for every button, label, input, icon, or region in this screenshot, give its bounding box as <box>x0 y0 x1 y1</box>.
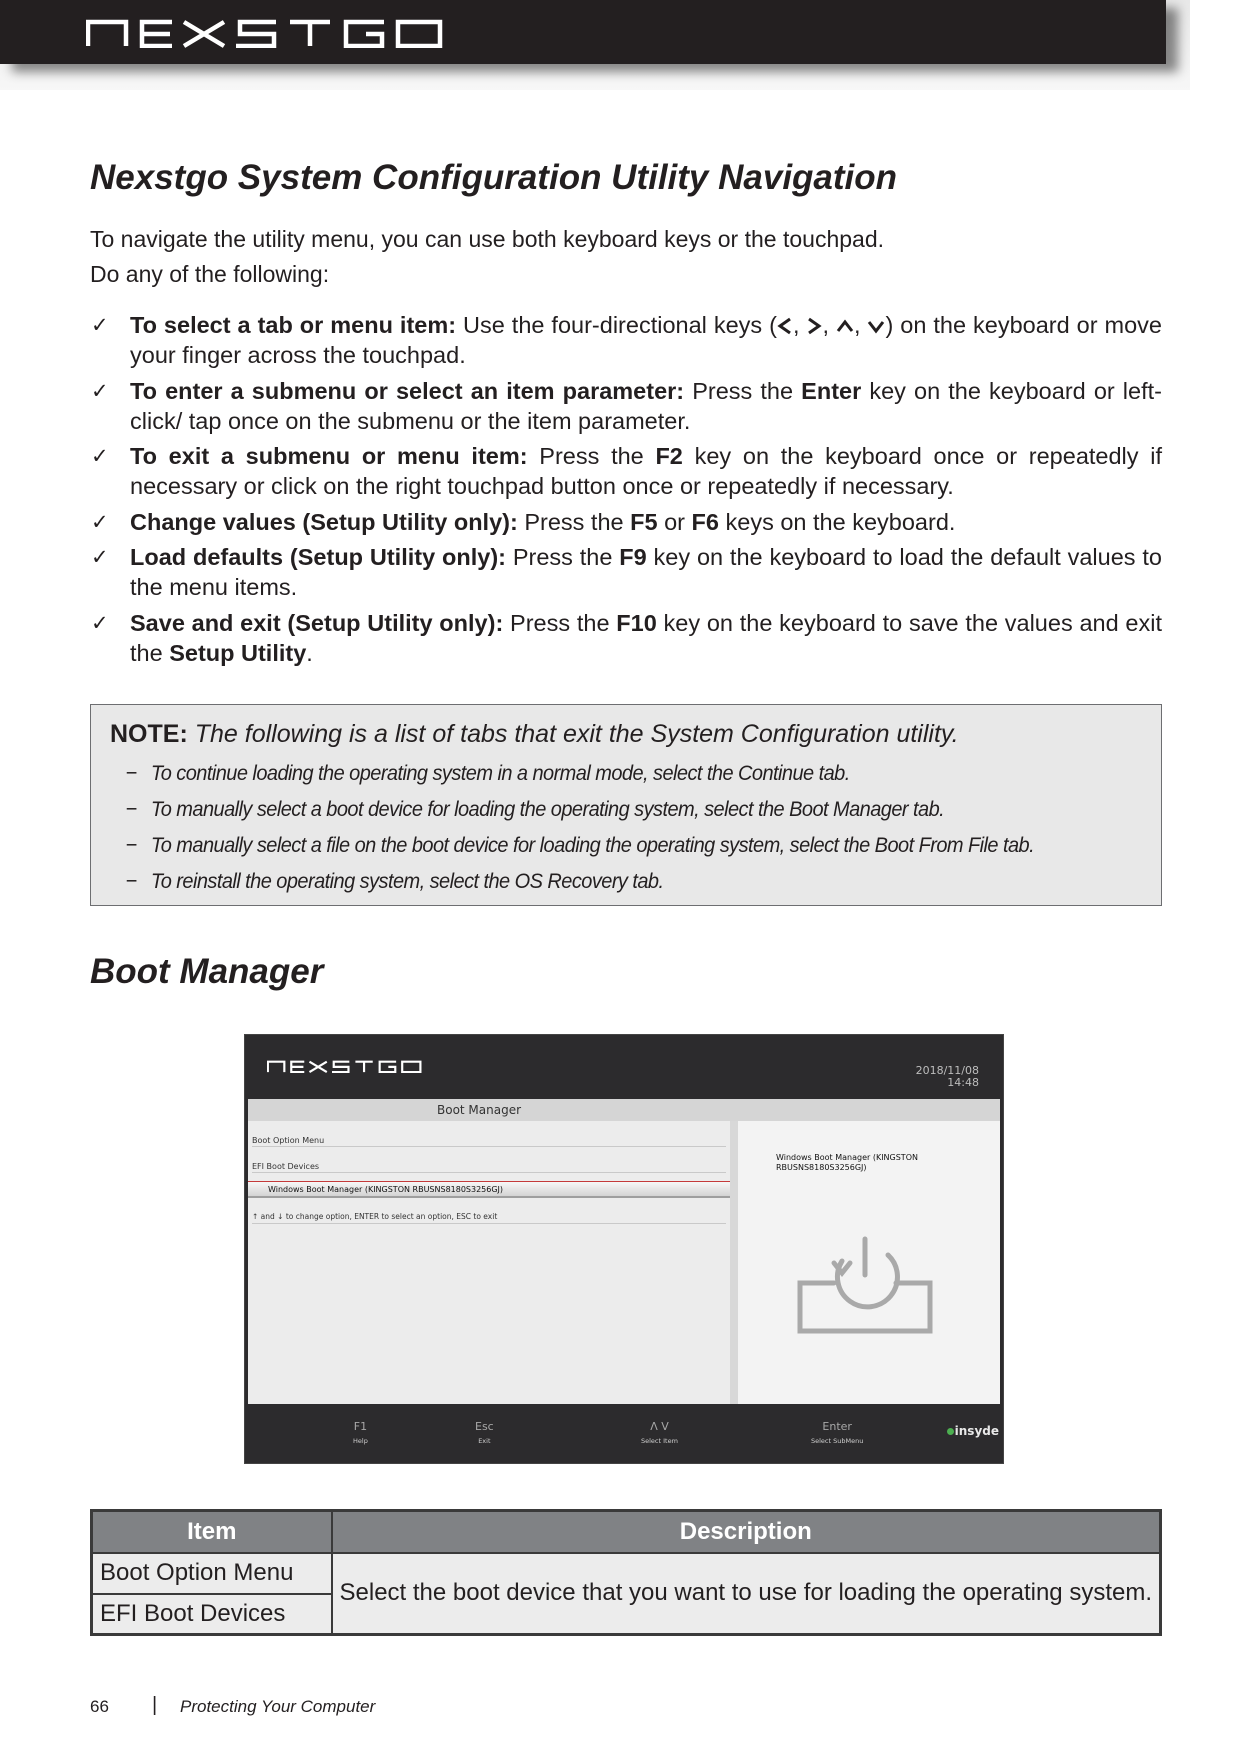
page-number: 66 <box>90 1697 109 1716</box>
right-arrow-icon <box>806 317 822 335</box>
lead-text: Do any of the following: <box>90 261 330 287</box>
table-header-description: Description <box>332 1511 1161 1553</box>
list-item: ✓ Change values (Setup Utility only): Press the F5 or F6 keys on the keyboard. <box>91 508 956 535</box>
navigation-list <box>90 310 1162 673</box>
page-footer <box>90 1694 376 1717</box>
screenshot-hint: ↑ and ↓ to change option, ENTER to select an option, ESC to exit <box>252 1211 726 1224</box>
insyde-dot-icon <box>947 1428 954 1435</box>
check-icon: ✓ <box>91 509 109 534</box>
screenshot-detail-text: Windows Boot Manager (KINGSTON RBUSNS8180S3256GJ) <box>776 1153 918 1172</box>
table-header-row <box>92 1511 1161 1553</box>
screenshot-detail-panel <box>738 1121 1000 1404</box>
screenshot-header <box>245 1035 1003 1099</box>
screenshot-datetime: 2018/11/08 14:48 <box>915 1064 979 1089</box>
page-title: Nexstgo System Configuration Utility Navigation <box>90 158 898 197</box>
table-row <box>92 1553 1161 1594</box>
header-bar <box>0 0 1166 64</box>
boot-option-menu-row: Boot Option Menu <box>252 1135 726 1147</box>
note-item: − To manually select a file on the boot device for loading the operating system, select the Boot From File tab. <box>125 833 1035 857</box>
f1-key-hint: F1 Help <box>353 1420 368 1445</box>
section-title-boot-manager: Boot Manager <box>90 952 324 991</box>
table-cell-item: EFI Boot Devices <box>92 1594 332 1635</box>
screenshot-nexstgo-logo <box>267 1059 423 1073</box>
power-recovery-icon <box>794 1231 936 1335</box>
check-icon: ✓ <box>91 313 109 337</box>
check-icon: ✓ <box>91 610 109 635</box>
esc-key-hint: Esc Exit <box>475 1420 494 1445</box>
screenshot-divider <box>730 1121 738 1404</box>
table-cell-description: Select the boot device that you want to use for loading the operating system. <box>332 1553 1161 1635</box>
check-icon: ✓ <box>91 545 109 569</box>
down-arrow-icon <box>867 317 885 335</box>
selected-boot-entry: Windows Boot Manager (KINGSTON RBUSNS8180S3256GJ) <box>248 1181 730 1198</box>
note-item: − To manually select a boot device for loading the operating system, select the Boot Manager tab. <box>125 797 945 821</box>
nexstgo-logo <box>86 16 446 48</box>
item-description-table <box>90 1509 1162 1636</box>
screenshot-body <box>248 1099 1000 1404</box>
check-icon: ✓ <box>91 444 109 468</box>
insyde-logo: insyde <box>947 1424 999 1438</box>
footer-separator: | <box>152 1694 158 1716</box>
table-cell-item: Boot Option Menu <box>92 1553 332 1594</box>
list-item: ✓ To exit a submenu or menu item: Press the F2 key on the keyboard once or repeatedly if necessary or click on the right touchpad button once or repeatedly if necessary. <box>91 443 1162 499</box>
list-item: ✓ To select a tab or menu item: Use the four-directional keys ( , , , ) on the keyboard or move your finger across the touchpad. <box>91 312 1162 368</box>
efi-boot-devices-row: EFI Boot Devices <box>252 1161 726 1173</box>
list-item: ✓ Save and exit (Setup Utility only): Press the F10 key on the keyboard to save the values and exit the Setup Utility. <box>91 609 1162 666</box>
intro-text: To navigate the utility menu, you can use both keyboard keys or the touchpad. <box>90 226 884 252</box>
arrow-keys-hint: Λ V Select Item <box>641 1420 678 1445</box>
note-item: − To continue loading the operating system in a normal mode, select the Continue tab. <box>125 761 850 785</box>
boot-manager-screenshot <box>244 1034 1004 1464</box>
enter-key-hint: Enter Select SubMenu <box>811 1420 864 1445</box>
list-item: ✓ To enter a submenu or select an item parameter: Press the Enter key on the keyboard or left-click/ tap once on the submenu or the item parameter. <box>91 377 1162 434</box>
footer-section-name: Protecting Your Computer <box>180 1697 376 1716</box>
note-item: − To reinstall the operating system, select the OS Recovery tab. <box>125 869 664 893</box>
screenshot-tab-title: Boot Manager <box>248 1099 1000 1121</box>
note-box <box>90 704 1162 906</box>
up-arrow-icon <box>836 317 854 335</box>
left-arrow-icon <box>777 317 793 335</box>
screenshot-footer <box>245 1404 1003 1463</box>
list-item: ✓ Load defaults (Setup Utility only): Press the F9 key on the keyboard to load the default values to the menu items. <box>91 544 1162 600</box>
screenshot-menu-panel <box>248 1121 730 1404</box>
note-heading: NOTE: The following is a list of tabs that exit the System Configuration utility. <box>110 720 959 748</box>
check-icon: ✓ <box>91 378 109 403</box>
table-header-item: Item <box>92 1511 332 1553</box>
